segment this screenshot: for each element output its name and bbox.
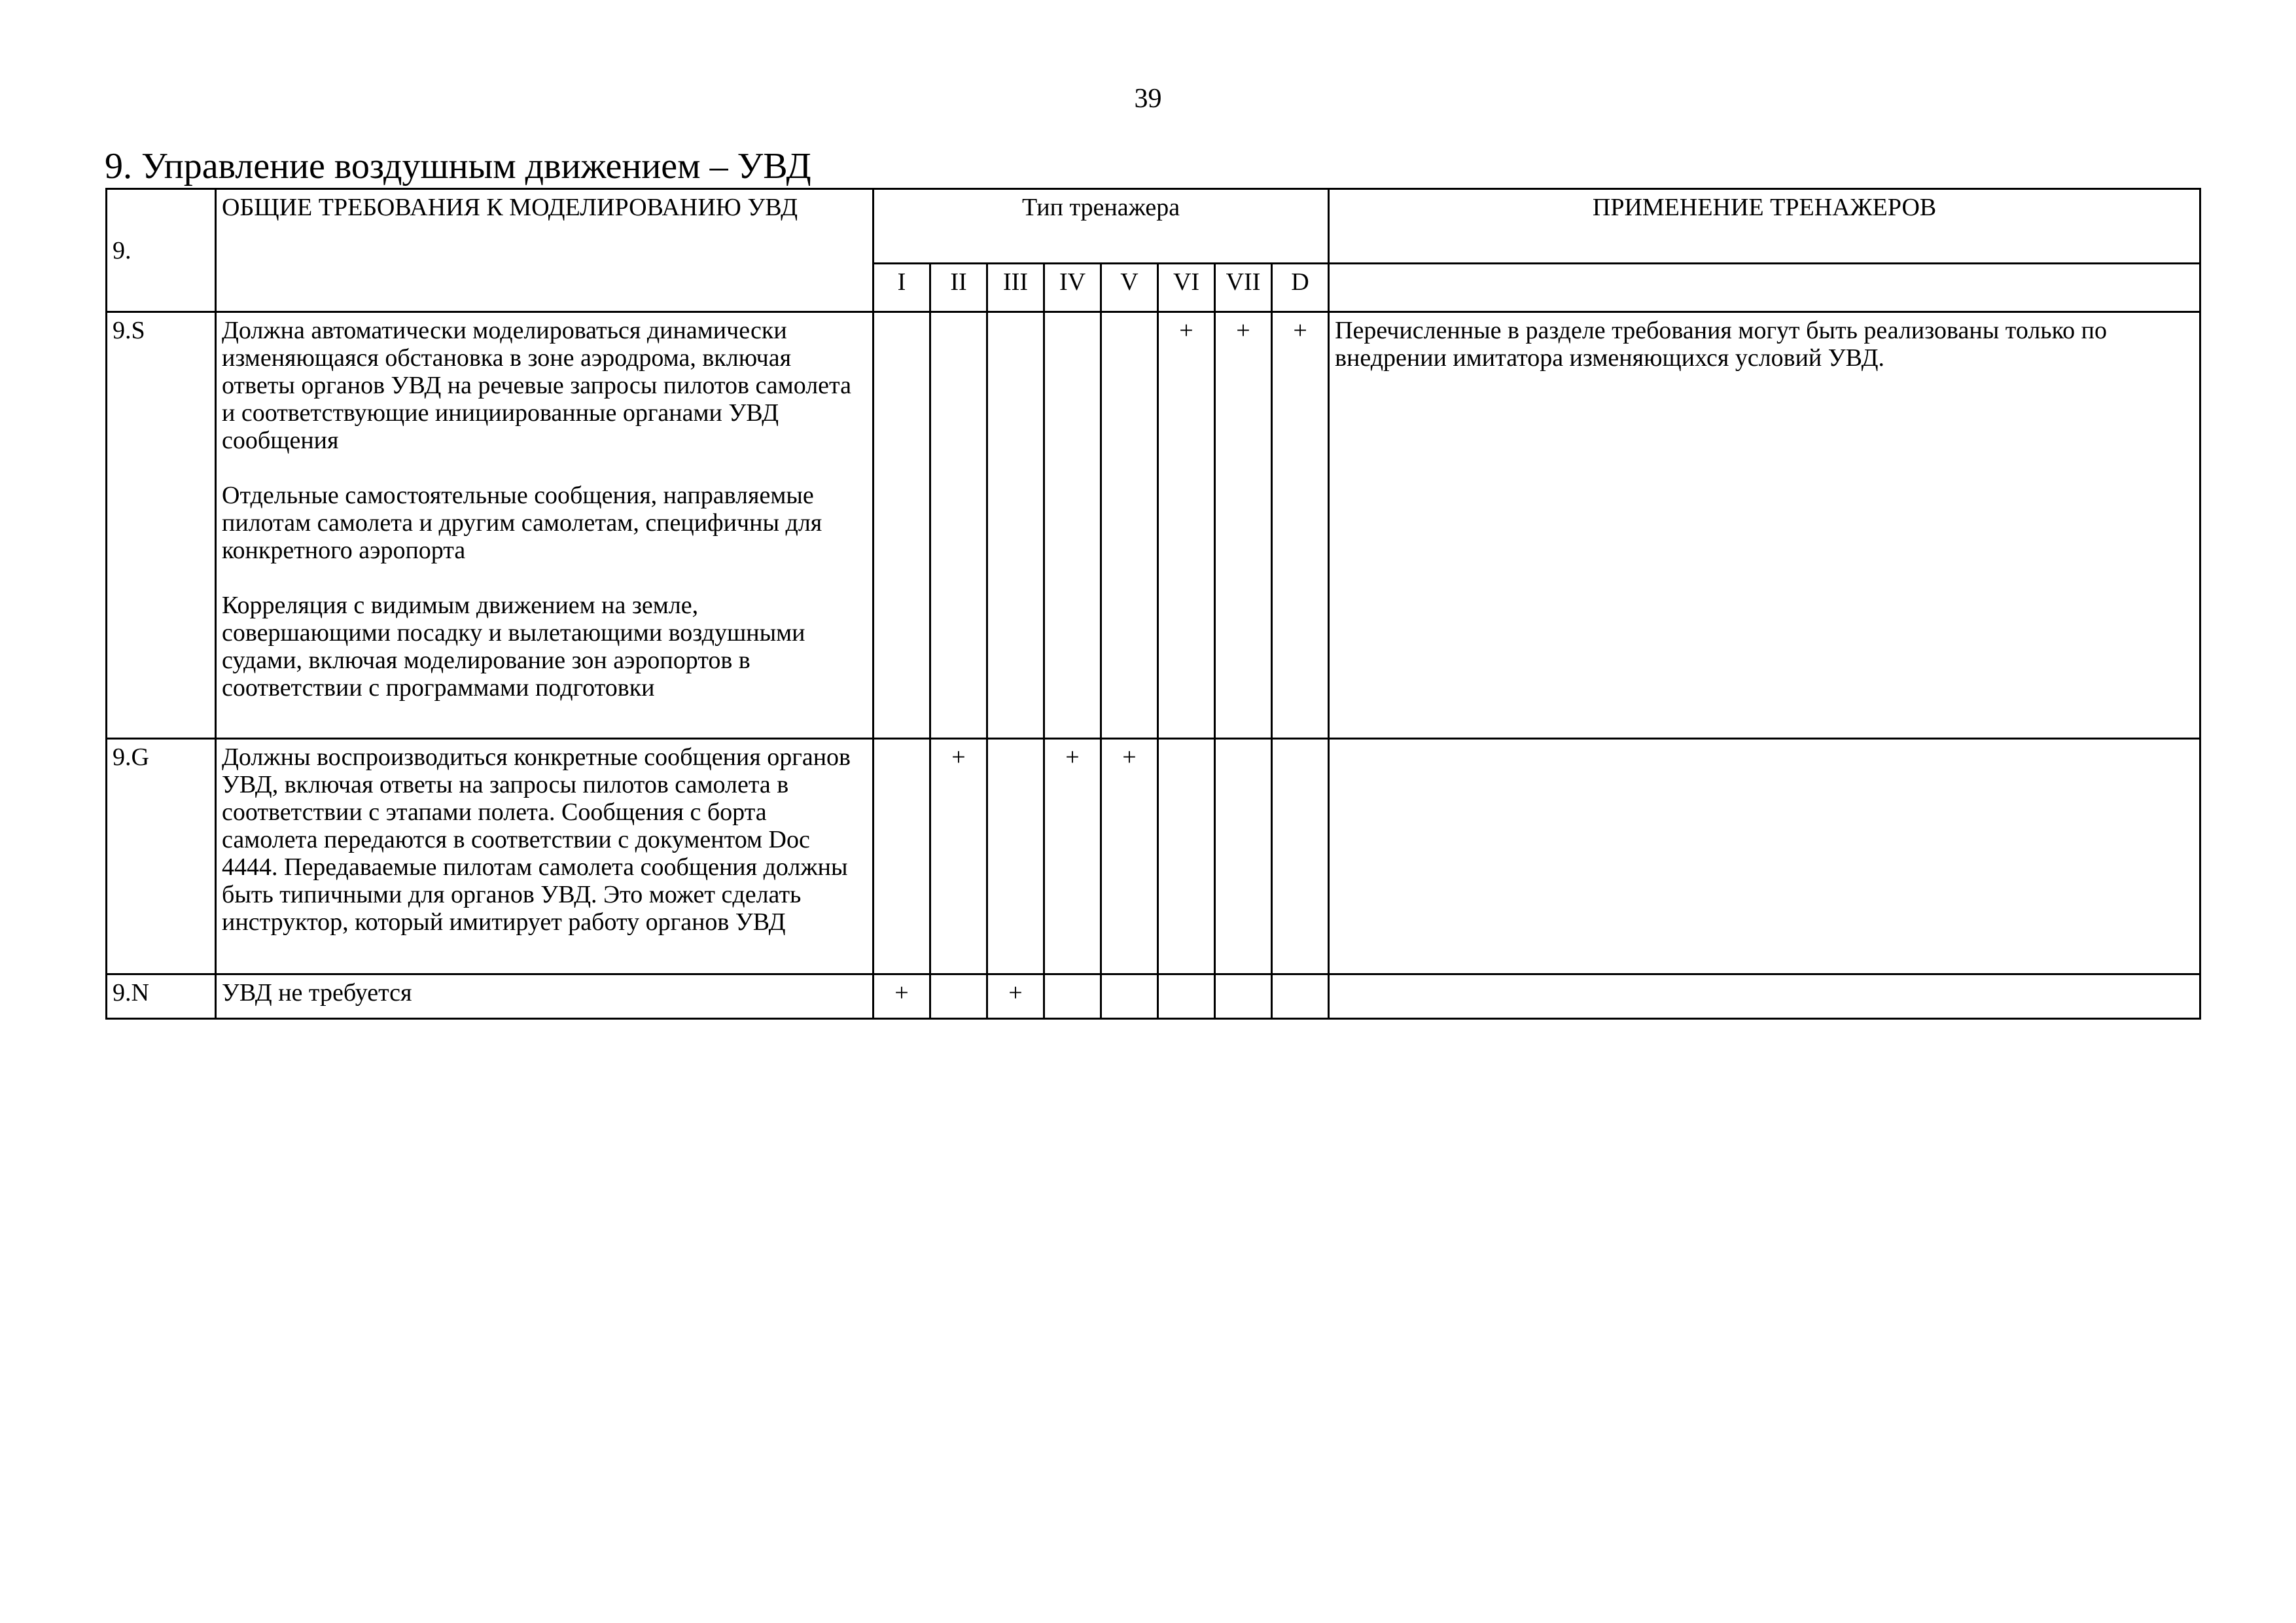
requirement-text — [216, 312, 874, 739]
requirements-table — [105, 188, 2201, 1020]
level-mark: + — [1101, 739, 1158, 974]
simulator-use-text — [1329, 739, 2200, 974]
level-header-vi: VI — [1158, 264, 1215, 312]
requirement-text — [216, 974, 874, 1019]
level-header-i: I — [874, 264, 930, 312]
section-title: 9. Управление воздушным движением – УВД — [105, 146, 811, 187]
header-simulator-use: ПРИМЕНЕНИЕ ТРЕНАЖЕРОВ — [1329, 189, 2200, 264]
level-mark: + — [987, 974, 1044, 1019]
level-header-vii: VII — [1215, 264, 1272, 312]
level-mark — [1044, 974, 1101, 1019]
table-row — [107, 974, 2200, 1019]
simulator-use-text: Перечисленные в разделе требования могут быть реализованы только по внедрении имитатора изменяющихся условий УВД. — [1329, 312, 2200, 739]
header-general-requirements: ОБЩИЕ ТРЕБОВАНИЯ К МОДЕЛИРОВАНИЮ УВД — [216, 189, 874, 312]
requirement-paragraph: Отдельные самостоятельные сообщения, направляемые пилотам самолета и другим самолетам, специфичны для конкретного аэропорта — [222, 482, 822, 564]
header-empty-cell — [1329, 264, 2200, 312]
level-mark — [1158, 739, 1215, 974]
level-mark — [987, 312, 1044, 739]
level-mark — [1215, 974, 1272, 1019]
row-number: 9.S — [107, 312, 216, 739]
level-mark — [987, 739, 1044, 974]
level-mark — [1215, 739, 1272, 974]
level-header-v: V — [1101, 264, 1158, 312]
level-mark: + — [930, 739, 987, 974]
table-row — [107, 312, 2200, 739]
level-mark — [1158, 974, 1215, 1019]
level-mark — [1044, 312, 1101, 739]
level-mark: + — [1158, 312, 1215, 739]
level-mark — [930, 312, 987, 739]
level-header-ii: II — [930, 264, 987, 312]
table-row — [107, 739, 2200, 974]
page-number: 39 — [1134, 84, 1162, 114]
level-mark — [1101, 312, 1158, 739]
level-mark — [1272, 739, 1329, 974]
level-mark — [1101, 974, 1158, 1019]
level-header-iv: IV — [1044, 264, 1101, 312]
header-number-cell: 9. — [107, 189, 216, 312]
level-mark: + — [1044, 739, 1101, 974]
requirement-paragraph: УВД не требуется — [222, 979, 412, 1007]
level-mark — [874, 739, 930, 974]
requirement-paragraph: Должны воспроизводиться конкретные сообщения органов УВД, включая ответы на запросы пилотов самолета в соответствии с этапами полета. Сообщения с борта самолета передаются в соответствии с документом Doc 4444. Передаваемые пилотам самолета сообщения должны быть типичными для органов УВД. Это может сделать инструктор, который имитирует работу органов УВД — [222, 743, 851, 936]
level-mark — [1272, 974, 1329, 1019]
requirement-paragraph: Корреляция с видимым движением на земле, совершающими посадку и вылетающими воздушными судами, включая моделирование зон аэропортов в соответствии с программами подготовки — [222, 592, 805, 702]
simulator-use-text — [1329, 974, 2200, 1019]
requirement-text — [216, 739, 874, 974]
row-number: 9.G — [107, 739, 216, 974]
level-header-d: D — [1272, 264, 1329, 312]
level-mark — [874, 312, 930, 739]
row-number: 9.N — [107, 974, 216, 1019]
level-mark: + — [874, 974, 930, 1019]
requirement-paragraph: Должна автоматически моделироваться динамически изменяющаяся обстановка в зоне аэродрома, включая ответы органов УВД на речевые запросы пилотов самолета и соответствующие инициированные органами УВД сообщения — [222, 317, 851, 454]
level-mark — [930, 974, 987, 1019]
header-simulator-type: Тип тренажера — [874, 189, 1329, 264]
level-header-iii: III — [987, 264, 1044, 312]
level-mark: + — [1215, 312, 1272, 739]
level-mark: + — [1272, 312, 1329, 739]
